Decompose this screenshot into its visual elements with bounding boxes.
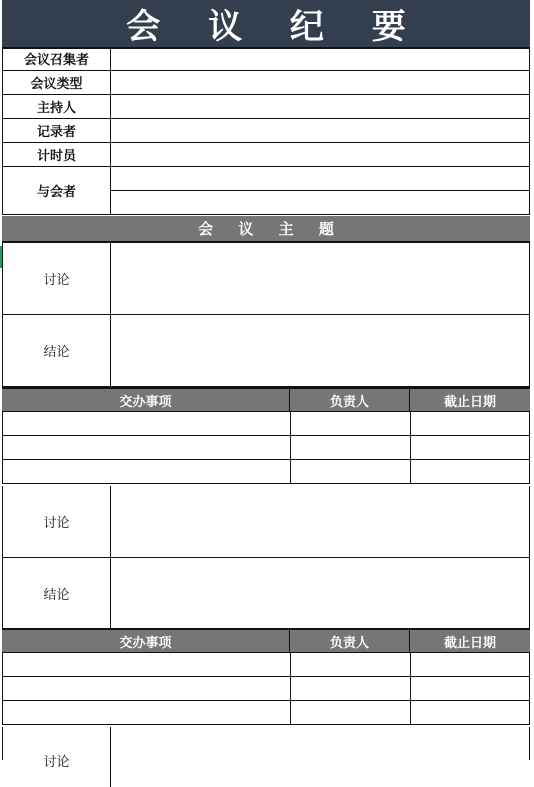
timekeeper-cell[interactable] — [111, 143, 529, 166]
host-cell[interactable] — [111, 95, 529, 118]
table-row — [3, 315, 529, 387]
owner-cell[interactable] — [291, 436, 411, 459]
discussion-cell[interactable] — [111, 243, 529, 314]
info-table — [2, 47, 530, 215]
table-row — [3, 95, 529, 119]
task-table-2 — [2, 653, 530, 725]
task-table-1 — [2, 412, 530, 484]
table-row — [3, 143, 529, 167]
owner-cell[interactable] — [291, 701, 411, 724]
table-row — [3, 71, 529, 95]
recorder-label: 记录者 — [3, 119, 111, 142]
task-cell[interactable] — [3, 460, 291, 483]
deadline-cell[interactable] — [411, 412, 529, 435]
table-row — [3, 677, 529, 701]
owner-cell[interactable] — [291, 677, 411, 700]
convener-cell[interactable] — [111, 47, 529, 70]
discussion-cell[interactable] — [111, 727, 529, 787]
discussion-cell[interactable] — [111, 486, 529, 557]
deadline-cell[interactable] — [411, 436, 529, 459]
table-row — [3, 412, 529, 436]
attendees-cell-2[interactable] — [111, 191, 529, 214]
table-row — [3, 701, 529, 725]
owner-cell[interactable] — [291, 412, 411, 435]
deadline-cell[interactable] — [411, 460, 529, 483]
task-cell[interactable] — [3, 653, 291, 676]
topic-block-2 — [2, 486, 530, 629]
convener-label: 会议召集者 — [3, 47, 111, 70]
topic-header: 会 议 主 题 — [2, 216, 530, 243]
task-column-header: 交办事项 — [2, 630, 290, 652]
conclusion-cell[interactable] — [111, 558, 529, 628]
deadline-cell[interactable] — [411, 701, 529, 724]
task-cell[interactable] — [3, 436, 291, 459]
discussion-label: 讨论 — [3, 727, 111, 787]
table-row — [3, 119, 529, 143]
deadline-column-header: 截止日期 — [443, 635, 496, 651]
attendees-cells — [111, 167, 529, 214]
owner-cell[interactable] — [291, 460, 411, 483]
owner-cell[interactable] — [291, 653, 411, 676]
task-cell[interactable] — [3, 412, 291, 435]
conclusion-label: 结论 — [3, 315, 111, 386]
meeting-type-cell[interactable] — [111, 71, 529, 94]
table-row — [3, 167, 529, 215]
task-header — [2, 628, 530, 653]
table-row — [3, 47, 529, 71]
attendees-cell-1[interactable] — [111, 167, 529, 191]
deadline-cell[interactable] — [411, 677, 529, 700]
table-row — [3, 653, 529, 677]
topic-block-1 — [2, 243, 530, 387]
deadline-cell[interactable] — [411, 653, 529, 676]
conclusion-label: 结论 — [3, 558, 111, 628]
topic-block-3 — [2, 727, 530, 770]
owner-column-header: 负责人 — [290, 630, 410, 652]
table-row — [3, 436, 529, 460]
recorder-cell[interactable] — [111, 119, 529, 142]
task-header — [2, 387, 530, 412]
page-title: 会 议 纪 要 — [2, 0, 530, 49]
task-cell[interactable] — [3, 677, 291, 700]
discussion-label: 讨论 — [3, 243, 111, 314]
table-row — [3, 558, 529, 629]
discussion-label: 讨论 — [3, 486, 111, 557]
task-cell[interactable] — [3, 701, 291, 724]
deadline-column-header: 截止日期 — [443, 394, 496, 410]
meeting-type-label: 会议类型 — [3, 71, 111, 94]
table-row — [3, 727, 529, 787]
attendees-label: 与会者 — [3, 167, 111, 214]
conclusion-cell[interactable] — [111, 315, 529, 386]
table-row — [3, 486, 529, 558]
table-row — [3, 243, 529, 315]
timekeeper-label: 计时员 — [3, 143, 111, 166]
host-label: 主持人 — [3, 95, 111, 118]
owner-column-header: 负责人 — [290, 389, 410, 411]
task-column-header: 交办事项 — [2, 389, 290, 411]
table-row — [3, 460, 529, 484]
